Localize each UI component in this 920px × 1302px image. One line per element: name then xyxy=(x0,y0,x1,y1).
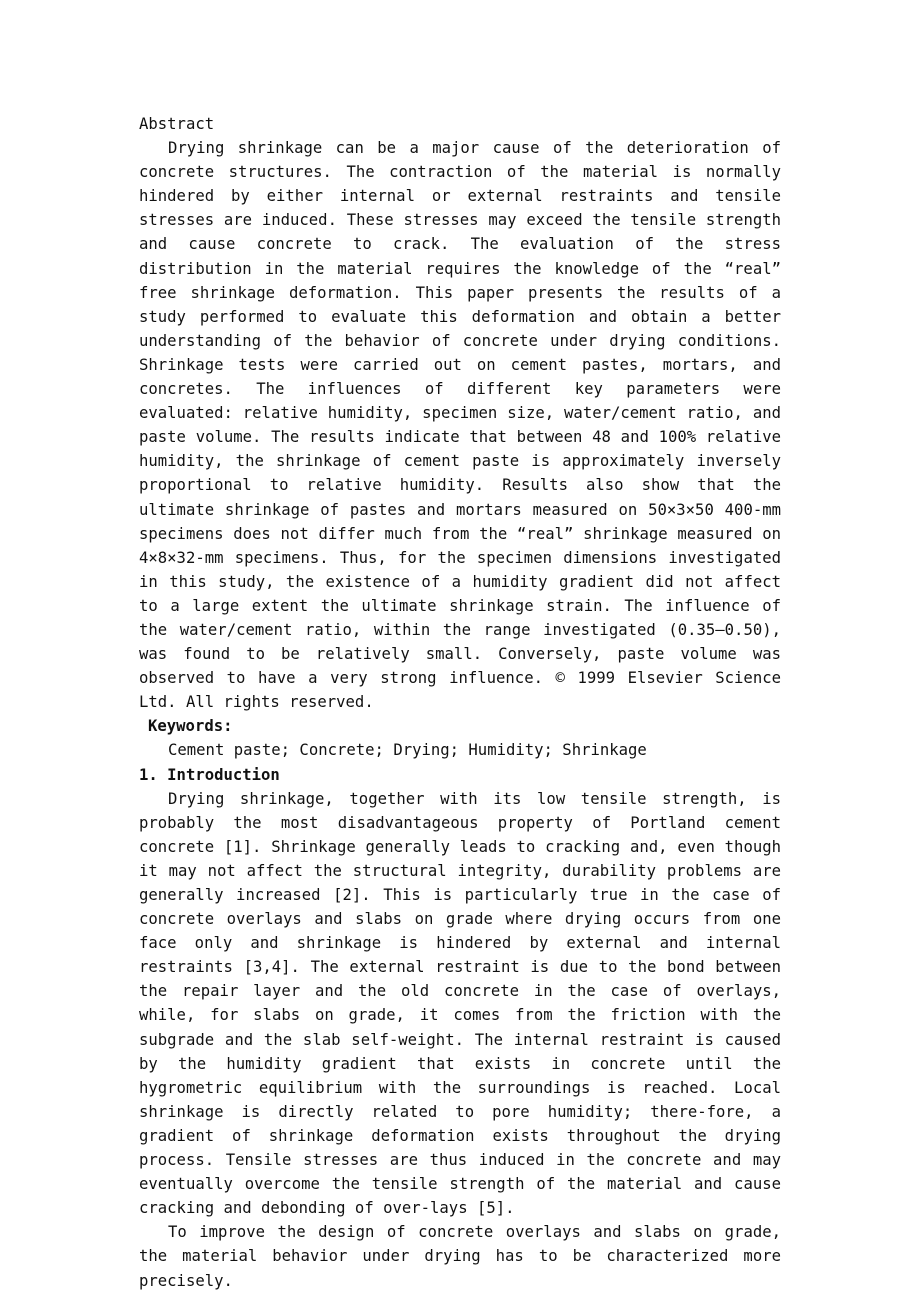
keywords-text: Cement paste; Concrete; Drying; Humidity; Shrinkage xyxy=(168,741,647,760)
introduction-paragraph-1: Drying shrinkage, together with its low tensile strength, is probably the most disadvantageous property of Portland cement concrete [1]. Shrinkage generally leads to cracking and, even though it may not affect the structural integrity, durability problems are generally increased [2]. This is particularly true in the case of concrete overlays and slabs on grade where drying occurs from one face only and shrinkage is hindered by external and internal restraints [3,4]. The external restraint is due to the bond between the repair layer and the old concrete in the case of overlays, while, for slabs on grade, it comes from the friction with the subgrade and the slab self-weight. The internal restraint is caused by the humidity gradient that exists in concrete until the hygrometric equilibrium with the surroundings is reached. Local shrinkage is directly related to pore humidity; there-fore, a gradient of shrinkage deformation exists throughout the drying process. Tensile stresses are thus induced in the concrete and may eventually overcome the tensile strength of the material and cause cracking and debonding of over-lays [5]. xyxy=(139,789,781,1218)
keywords-label: Keywords: xyxy=(148,717,233,736)
abstract-heading: Abstract xyxy=(139,115,215,133)
introduction-paragraph-2: To improve the design of concrete overlays and slabs on grade, the material behavior under drying has to be characterized more precisely. xyxy=(139,1223,781,1290)
document-page xyxy=(139,112,781,1293)
abstract-body: Drying shrinkage can be a major cause of the deterioration of concrete structures. The contraction of the material is normally hindered by either internal or external restraints and tensile stresses are induced. These stresses may exceed the tensile strength and cause concrete to crack. The evaluation of the stress distribution in the material requires the knowledge of the “real” free shrinkage deformation. This paper presents the results of a study performed to evaluate this deformation and obtain a better understanding of the behavior of concrete under drying conditions. Shrinkage tests were carried out on cement pastes, mortars, and concretes. The influences of different key parameters were evaluated: relative humidity, specimen size, water/cement ratio, and paste volume. The results indicate that between 48 and 100% relative humidity, the shrinkage of cement paste is approximately inversely proportional to relative humidity. Results also show that the ultimate shrinkage of pastes and mortars measured on 50×3×50 400-mm specimens does not differ much from the “real” shrinkage measured on 4×8×32-mm specimens. Thus, for the specimen dimensions investigated in this study, the existence of a humidity gradient did not affect to a large extent the ultimate shrinkage strain. The influence of the water/cement ratio, within the range investigated (0.35–0.50), was found to be relatively small. Conversely, paste volume was observed to have a very strong influence. © 1999 Elsevier Science Ltd. All rights reserved. xyxy=(139,139,781,712)
introduction-heading: 1. Introduction xyxy=(139,765,280,784)
